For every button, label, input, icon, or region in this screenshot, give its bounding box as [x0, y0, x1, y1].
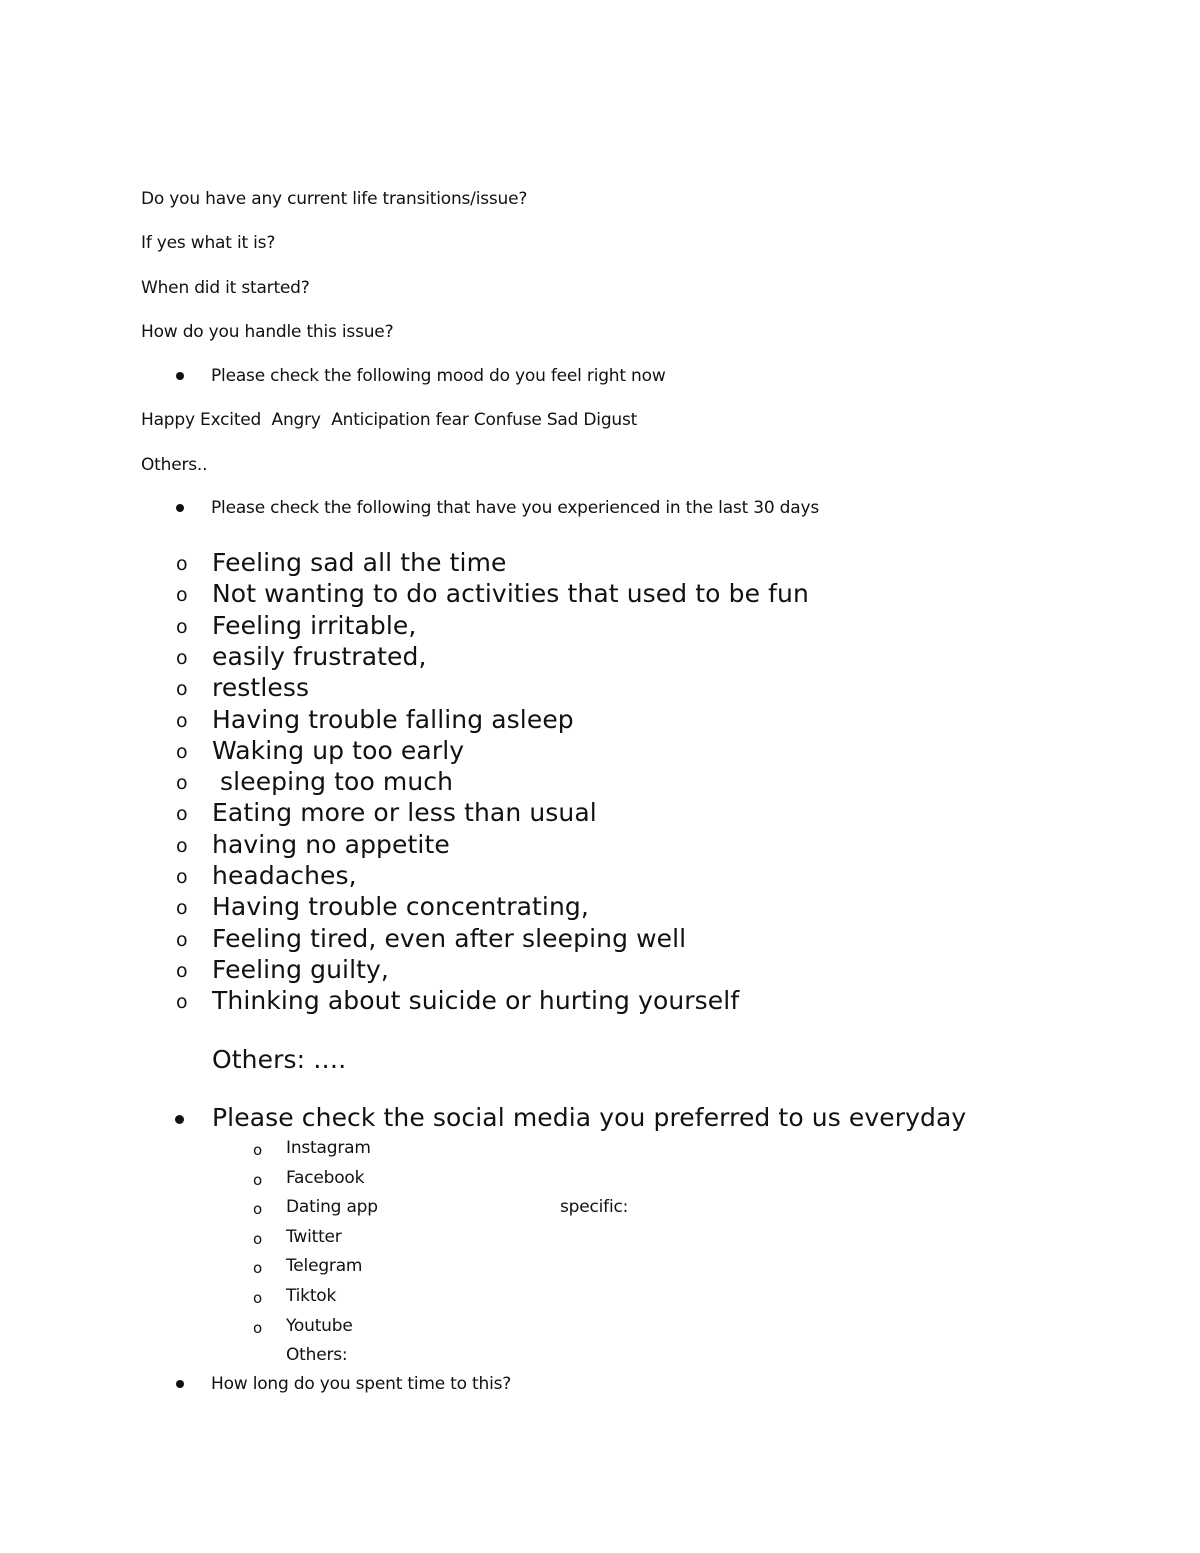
bullet-icon: [176, 504, 184, 512]
experience-item: Waking up too early: [212, 736, 465, 765]
mood-prompt: Please check the following mood do you feel right now: [211, 366, 666, 386]
mood-others: Others..: [141, 455, 208, 475]
circle-bullet-icon: o: [253, 1230, 263, 1248]
question-life-transitions: Do you have any current life transitions/issue?: [141, 189, 528, 209]
experience-item: Feeling guilty,: [212, 955, 389, 984]
circle-bullet-icon: o: [176, 960, 188, 982]
experience-item: Feeling sad all the time: [212, 548, 507, 577]
circle-bullet-icon: o: [176, 616, 188, 638]
bullet-icon: [175, 1115, 184, 1124]
circle-bullet-icon: o: [176, 710, 188, 732]
mood-options: Happy Excited Angry Anticipation fear Confuse Sad Digust: [141, 410, 638, 430]
circle-bullet-icon: o: [176, 584, 188, 606]
circle-bullet-icon: o: [176, 929, 188, 951]
circle-bullet-icon: o: [253, 1289, 263, 1307]
social-media-prompt: Please check the social media you preferred to us everyday: [212, 1103, 967, 1132]
circle-bullet-icon: o: [253, 1319, 263, 1337]
social-media-item: Dating app: [286, 1197, 378, 1217]
experience-item: Not wanting to do activities that used to be fun: [212, 579, 809, 608]
experience-item: easily frustrated,: [212, 642, 427, 671]
circle-bullet-icon: o: [253, 1200, 263, 1218]
social-media-item: Tiktok: [286, 1286, 337, 1306]
question-handle-issue: How do you handle this issue?: [141, 322, 394, 342]
circle-bullet-icon: o: [176, 772, 188, 794]
experience-item: Having trouble concentrating,: [212, 892, 589, 921]
circle-bullet-icon: o: [176, 803, 188, 825]
experience-item: headaches,: [212, 861, 357, 890]
experience-item: sleeping too much: [212, 767, 454, 796]
circle-bullet-icon: o: [176, 835, 188, 857]
social-media-item: Twitter: [286, 1227, 342, 1247]
circle-bullet-icon: o: [176, 991, 188, 1013]
circle-bullet-icon: o: [253, 1171, 263, 1189]
time-spent-prompt: How long do you spent time to this?: [211, 1374, 512, 1394]
experience-item: Feeling tired, even after sleeping well: [212, 924, 687, 953]
social-media-item: Youtube: [286, 1316, 353, 1336]
bullet-icon: [176, 372, 184, 380]
experiences-others: Others: ….: [212, 1045, 347, 1074]
question-when-started: When did it started?: [141, 278, 310, 298]
dating-app-specific-label: specific:: [560, 1197, 629, 1217]
circle-bullet-icon: o: [176, 866, 188, 888]
question-if-yes: If yes what it is?: [141, 233, 276, 253]
circle-bullet-icon: o: [253, 1141, 263, 1159]
experience-item: Having trouble falling asleep: [212, 705, 574, 734]
social-media-item: Instagram: [286, 1138, 371, 1158]
circle-bullet-icon: o: [176, 647, 188, 669]
experience-item: Thinking about suicide or hurting yourself: [212, 986, 740, 1015]
experiences-prompt: Please check the following that have you experienced in the last 30 days: [211, 498, 820, 518]
circle-bullet-icon: o: [253, 1259, 263, 1277]
experience-item: restless: [212, 673, 310, 702]
circle-bullet-icon: o: [176, 553, 188, 575]
social-media-item: Telegram: [286, 1256, 363, 1276]
experience-item: Eating more or less than usual: [212, 798, 597, 827]
circle-bullet-icon: o: [176, 678, 188, 700]
circle-bullet-icon: o: [176, 741, 188, 763]
social-media-item: Facebook: [286, 1168, 365, 1188]
bullet-icon: [176, 1380, 184, 1388]
experience-item: having no appetite: [212, 830, 450, 859]
experience-item: Feeling irritable,: [212, 611, 417, 640]
social-media-others: Others:: [286, 1345, 348, 1365]
circle-bullet-icon: o: [176, 897, 188, 919]
